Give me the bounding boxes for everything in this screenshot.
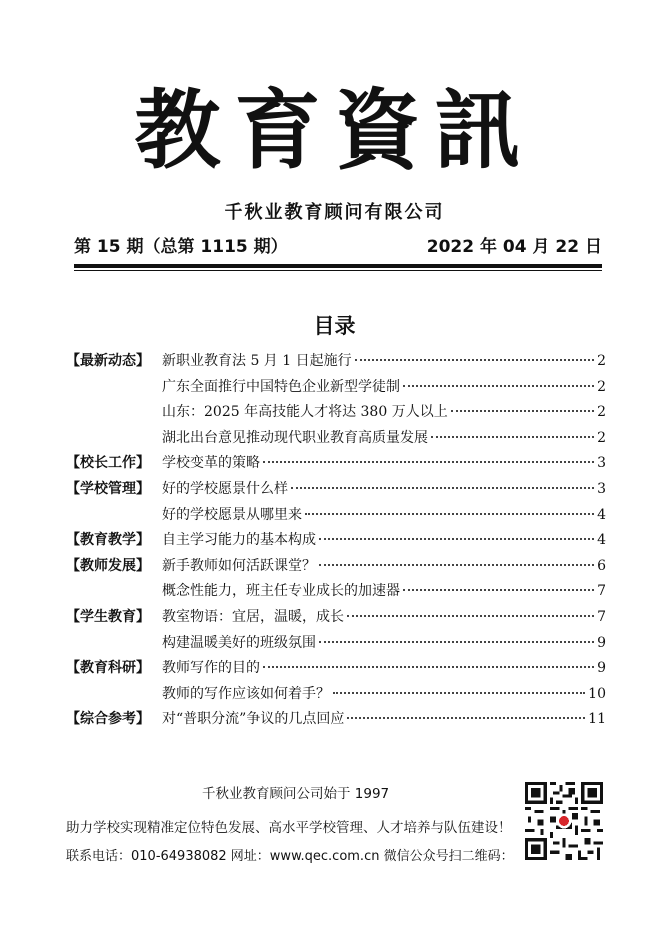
issue-row [74, 232, 602, 258]
toc-leader-dots [319, 564, 594, 566]
toc-entry-title[interactable]: 自主学习能力的基本构成 [162, 532, 316, 549]
toc-row[interactable] [66, 426, 606, 452]
toc-page-number: 9 [597, 634, 606, 651]
toc-page-number: 4 [597, 506, 606, 523]
toc-page-number: 2 [597, 429, 606, 446]
toc-category: 【教育科研】 [66, 660, 150, 677]
toc-entry-title[interactable]: 学校变革的策略 [162, 455, 260, 472]
toc-page-number: 2 [597, 378, 606, 395]
toc-row[interactable] [66, 579, 606, 605]
issue-date: 2022 年 04 月 22 日 [426, 237, 602, 257]
toc-entry-title[interactable]: 广东全面推行中国特色企业新型学徒制 [162, 378, 400, 395]
toc-row[interactable] [66, 349, 606, 375]
toc-leader-dots [347, 717, 585, 719]
toc-row[interactable] [66, 554, 606, 580]
toc-entry-title[interactable]: 好的学校愿景什么样 [162, 480, 288, 497]
wechat-qr-code-icon[interactable] [525, 782, 603, 860]
toc-leader-dots [263, 461, 594, 463]
toc-entry-title[interactable]: 教师写作的目的 [162, 660, 260, 677]
toc-page-number: 7 [597, 608, 606, 625]
toc-row[interactable] [66, 400, 606, 426]
toc-entry-title[interactable]: 新手教师如何活跃课堂？ [162, 557, 316, 574]
toc-entry-title[interactable]: 教师的写作应该如何着手？ [162, 685, 330, 702]
toc-entry-title[interactable]: 湖北出台意见推动现代职业教育高质量发展 [162, 429, 428, 446]
table-of-contents [66, 349, 606, 733]
footer-founded: 千秋业教育顾问公司始于 1997 [202, 786, 390, 802]
toc-leader-dots [347, 615, 594, 617]
toc-row[interactable] [66, 707, 606, 733]
toc-row[interactable] [66, 451, 606, 477]
toc-category: 【教师发展】 [66, 557, 150, 574]
toc-row[interactable] [66, 477, 606, 503]
toc-leader-dots [291, 487, 594, 489]
toc-leader-dots [355, 359, 594, 361]
toc-category: 【最新动态】 [66, 353, 150, 369]
toc-row[interactable] [66, 375, 606, 401]
toc-page-number: 2 [597, 353, 606, 369]
toc-leader-dots [403, 589, 594, 591]
toc-leader-dots [305, 513, 594, 515]
toc-category: 【校长工作】 [66, 455, 150, 472]
header-rule-thick [74, 264, 602, 268]
toc-leader-dots [319, 641, 594, 643]
toc-page-number: 7 [597, 583, 606, 600]
toc-category: 【综合参考】 [66, 711, 150, 728]
toc-row[interactable] [66, 656, 606, 682]
toc-entry-title[interactable]: 教室物语：宜居，温暖，成长 [162, 608, 344, 625]
masthead-title: 教育資訊 [134, 80, 535, 181]
toc-row[interactable] [66, 682, 606, 708]
toc-row[interactable] [66, 605, 606, 631]
toc-entry-title[interactable]: 构建温暖美好的班级氛围 [162, 634, 316, 651]
toc-row[interactable] [66, 631, 606, 657]
toc-leader-dots [263, 666, 594, 668]
toc-page-number: 4 [597, 532, 606, 549]
footer-contact: 联系电话：010-64938082 网址：www.qec.com.cn 微信公众号扫二维码： [66, 849, 514, 864]
toc-leader-dots [451, 410, 594, 412]
header-rule-thin [74, 270, 602, 271]
company-name: 千秋业教育顾问有限公司 [224, 202, 445, 223]
toc-leader-dots [319, 538, 594, 540]
toc-category: 【学生教育】 [66, 608, 150, 625]
toc-page-number: 6 [597, 557, 606, 574]
toc-entry-title[interactable]: 好的学校愿景从哪里来 [162, 506, 302, 523]
toc-page-number: 10 [588, 685, 606, 702]
toc-entry-title[interactable]: 山东：2025 年高技能人才将达 380 万人以上 [162, 404, 448, 421]
toc-page-number: 3 [597, 455, 606, 472]
toc-page-number: 9 [597, 660, 606, 677]
footer-slogan: 助力学校实现精准定位特色发展、高水平学校管理、人才培养与队伍建设！ [66, 820, 512, 836]
toc-page-number: 3 [597, 480, 606, 497]
toc-category: 【教育教学】 [66, 532, 150, 549]
toc-row[interactable] [66, 503, 606, 529]
toc-title: 目录 [313, 314, 356, 338]
toc-page-number: 2 [597, 404, 606, 421]
issue-number: 第 15 期（总第 1115 期） [74, 237, 288, 257]
toc-leader-dots [403, 385, 594, 387]
toc-leader-dots [431, 436, 594, 438]
toc-category: 【学校管理】 [66, 480, 150, 497]
toc-row[interactable] [66, 528, 606, 554]
toc-entry-title[interactable]: 对“普职分流”争议的几点回应 [162, 711, 345, 728]
toc-leader-dots [333, 692, 585, 694]
toc-page-number: 11 [588, 711, 606, 728]
toc-entry-title[interactable]: 概念性能力，班主任专业成长的加速器 [162, 583, 400, 600]
toc-entry-title[interactable]: 新职业教育法 5 月 1 日起施行 [162, 353, 352, 369]
